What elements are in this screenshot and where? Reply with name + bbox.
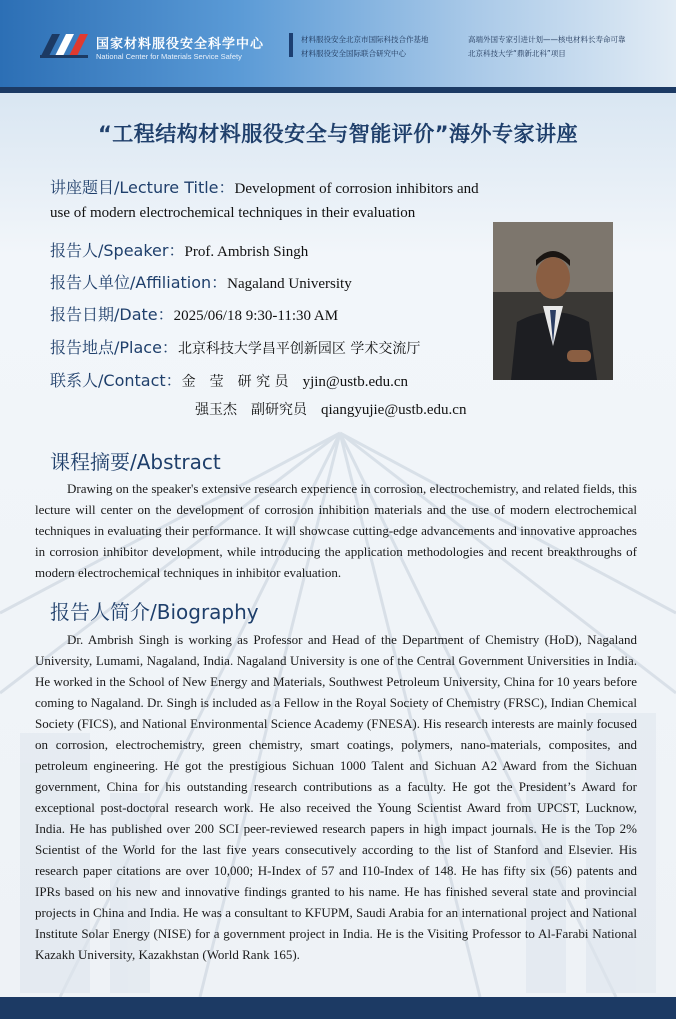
contact2-name: 强玉杰 副研究员 (195, 402, 307, 418)
speaker-portrait-icon (493, 222, 613, 380)
center-logo-icon (38, 30, 90, 60)
affiliation-row (50, 270, 352, 293)
place-label: 报告地点/Place： (50, 338, 178, 357)
partner-text: 北京科技大学“鼎新北科”项目 (468, 49, 566, 58)
date-value: 2025/06/18 9:30-11:30 AM (173, 308, 339, 324)
org-name-cn: 国家材料服役安全科学中心 (96, 37, 265, 52)
contact1-email[interactable]: yjin@ustb.edu.cn (302, 374, 409, 390)
lecture-title-label: 讲座题目/Lecture Title： (50, 178, 235, 197)
biography-heading: 报告人简介/Biography (50, 600, 259, 624)
place-row (50, 335, 420, 358)
partner-text: 材料服役安全北京市国际科技合作基地 (301, 35, 429, 44)
lecture-title-value-line2: use of modern electrochemical techniques in their evaluation (50, 205, 416, 221)
lecture-title-row (50, 175, 479, 198)
affiliation-label: 报告人单位/Affiliation： (50, 273, 228, 292)
abstract-heading: 课程摘要/Abstract (50, 450, 221, 474)
abstract-text: Drawing on the speaker's extensive research experience in corrosion, electrochemistry, and related fields, this lecture will center on the development of corrosion inhibition materials and the use of modern electrochemical techniques in evaluating their performance. It will showcase cutting-edge advancements and innovative approaches in corrosion inhibitor development, while introducing the application methodologies and recent breakthroughs of modern electrochemical techniques in inhibitor evaluation. (35, 481, 637, 580)
header-banner (0, 0, 676, 90)
contact-row (50, 368, 408, 391)
contact1-name: 金 莹 研 究 员 (181, 374, 289, 390)
contact2-email[interactable]: qiangyujie@ustb.edu.cn (321, 402, 467, 418)
footer-strip (0, 997, 676, 1019)
speaker-value: Prof. Ambrish Singh (184, 244, 309, 260)
partner-text: 高端外国专家引进计划——核电材料长寿命可靠 (468, 35, 626, 44)
lecture-title-value: Development of corrosion inhibitors and (234, 181, 479, 197)
header-divider (289, 33, 293, 57)
affiliation-value: Nagaland University (227, 276, 352, 292)
biography-text: Dr. Ambrish Singh is working as Professor and Head of the Department of Chemistry (HoD), Nagaland University, Lumami, Nagaland, India. Nagaland University is one of the Central Government Universities in India. He worked in the School of New Energy and Materials, Southwest Petroleum University, China for 10 years before coming to Nagaland. Dr. Singh is included as a Fellow in the Royal Society of Chemistry (FRSC), Indian Chemical Society (FICS), and National Environmental Science Academy (FNESA). His research interests are mainly focused on corrosion, electrochemistry, green chemistry, smart coatings, polymers, nano-materials, composites, and petroleum engineering. He got the prestigious Sichuan 1000 Talent and Sichuan A2 Award from the Sichuan government, China for his outstanding research contributions as a faculty. He got the President’s Award for exceptional post-doctoral research work. He also received the Young Scientist Award from UPCST, Lucknow, India. He has published over 200 SCI peer-reviewed research papers in high impact journals. He is the Top 2% Scientist of the World for the last five years consecutively according to the list of Stanford and Elsevier. His research paper citations are over 10,000; H-Index of 57 and I10-Index of 148. He has fifty six (56) patents and IPRs based on his new and innovative findings granted to his name. He has finished several state and provincial projects in China and India. He was a consultant to KFUPM, Saudi Arabia for an international project and National Institute Solar Energy (NISE) for a government project in India. He is the Visiting Professor to Al-Farabi National Kazakh University, Kazakhstan (World Rank 165). (35, 632, 637, 962)
speaker-label: 报告人/Speaker： (50, 241, 185, 260)
place-value: 北京科技大学昌平创新园区 学术交流厅 (177, 341, 421, 357)
contact-label: 联系人/Contact： (50, 371, 182, 390)
date-label: 报告日期/Date： (50, 305, 174, 324)
date-row (50, 302, 338, 325)
speaker-row (50, 238, 308, 261)
speaker-photo (493, 222, 613, 380)
org-name-en: National Center for Materials Service Safety (96, 52, 242, 61)
partner-text: 材料服役安全国际联合研究中心 (301, 49, 406, 58)
contact2-row (195, 399, 466, 419)
page-title: “工程结构材料服役安全与智能评价”海外专家讲座 (97, 122, 579, 146)
